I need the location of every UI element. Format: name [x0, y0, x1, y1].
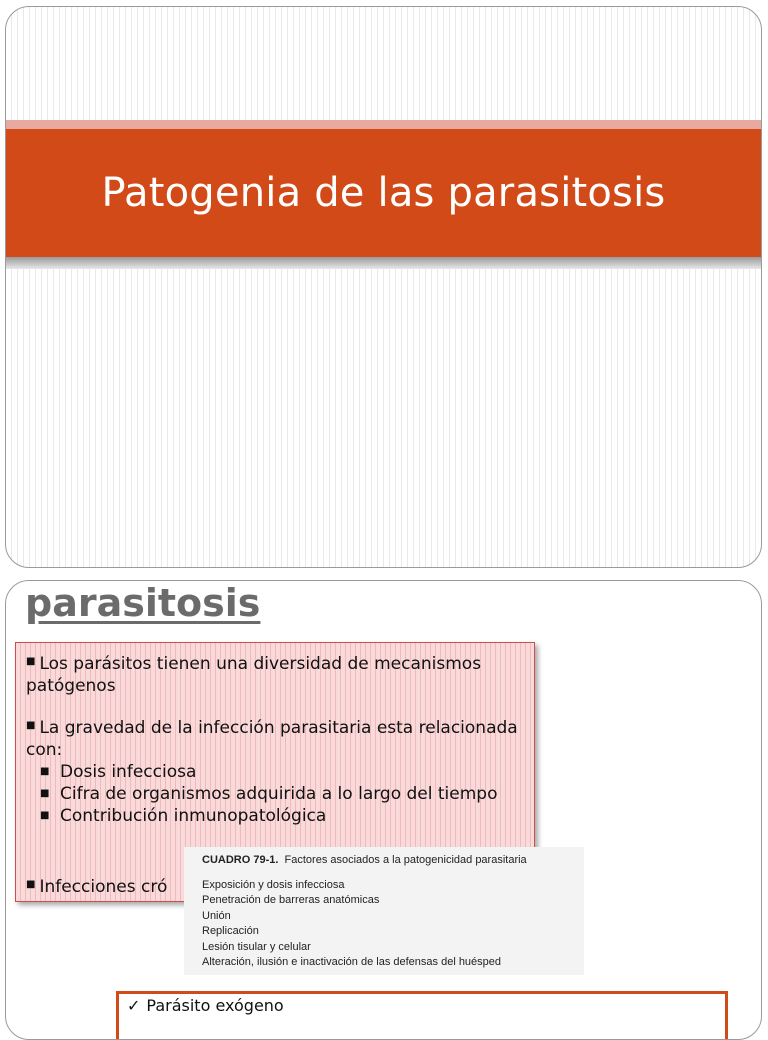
bullet-item: ■ La gravedad de la infección parasitaria esta relacionada con: [26, 718, 518, 760]
highlight-item: Parásito exógeno [146, 996, 284, 1015]
square-bullet-icon: ■ [40, 810, 50, 821]
title-band-accent [6, 120, 761, 129]
table-item: Penetración de barreras anatómicas [202, 894, 380, 907]
sub-bullet-list [26, 761, 526, 827]
table-item: Lesión tisular y celular [202, 940, 311, 953]
factors-table [184, 847, 584, 975]
highlight-box [116, 991, 728, 1040]
slide-title: Patogenia de las parasitosis [101, 170, 666, 216]
square-bullet-icon: ■ [26, 720, 36, 731]
check-icon: ✓ [127, 996, 141, 1015]
bullet-item: ■ Los parásitos tienen una diversidad de mecanismos patógenos [26, 654, 482, 696]
table-item: Replicación [202, 925, 259, 938]
sub-bullet-item: ■ Cifra de organismos adquirida a lo largo del tiempo [40, 784, 498, 804]
table-item: Unión [202, 909, 231, 922]
square-bullet-icon: ■ [40, 788, 50, 799]
table-item: Exposición y dosis infecciosa [202, 879, 345, 891]
title-slide [5, 6, 762, 568]
square-bullet-icon: ■ [40, 766, 50, 777]
content-slide [5, 580, 762, 1040]
sub-bullet-item: ■ Contribución inmunopatológica [40, 806, 327, 826]
content-slide-title: parasitosis [25, 581, 261, 625]
table-caption: CUADRO 79-1. Factores asociados a la patogenicidad parasitaria [202, 854, 527, 866]
table-item: Alteración, ilusión e inactivación de las defensas del huésped [202, 956, 502, 969]
square-bullet-icon: ■ [26, 879, 36, 890]
square-bullet-icon: ■ [26, 656, 36, 667]
title-band-shadow [6, 257, 761, 269]
title-band [6, 129, 761, 257]
sub-bullet-item: ■ Dosis infecciosa [40, 762, 197, 782]
bullet-item: ■ Infecciones cró [26, 877, 168, 897]
